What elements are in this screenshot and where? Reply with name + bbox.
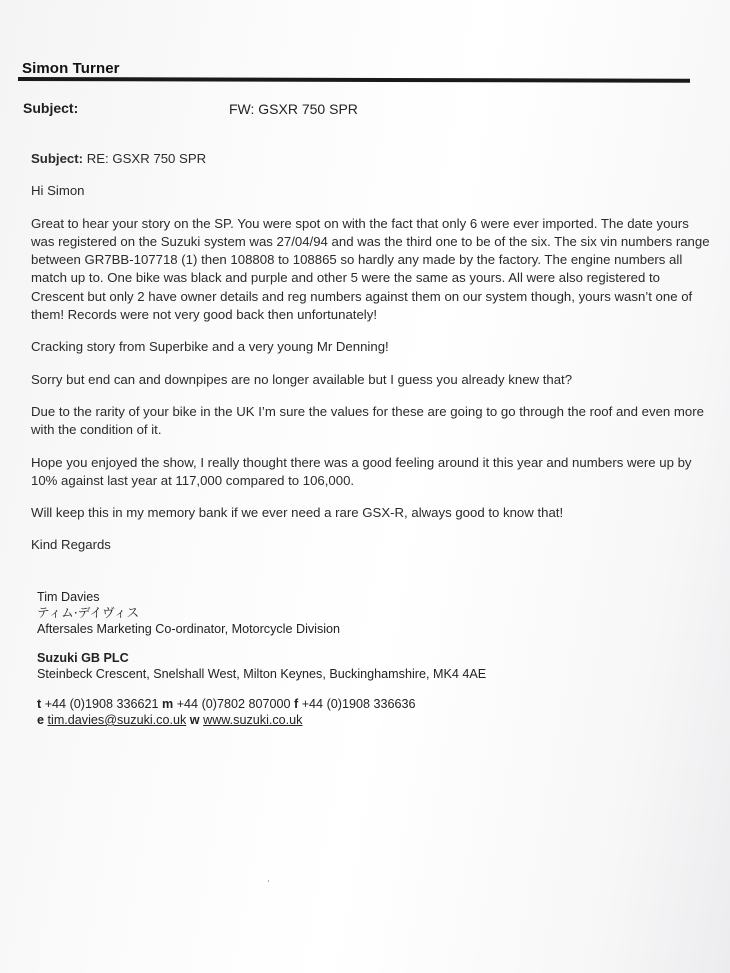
paragraph-show bbox=[31, 454, 701, 491]
reply-subject-label: Subject: bbox=[31, 151, 84, 166]
subject-label: Subject: bbox=[23, 100, 79, 116]
text-line: Hope you enjoyed the show, I really thought there was a good feeling around it this year and numbers were up by bbox=[31, 454, 692, 470]
paragraph-vin-history bbox=[31, 215, 710, 325]
greeting: Hi Simon bbox=[31, 183, 85, 199]
fax-number: +44 (0)1908 336636 bbox=[301, 697, 416, 711]
text-line: 10% against last year at 117,000 compared to 106,000. bbox=[31, 472, 355, 488]
paragraph-memory-bank: Will keep this in my memory bank if we ever need a rare GSX-R, always good to know that! bbox=[31, 505, 564, 521]
tel-number: +44 (0)1908 336621 bbox=[44, 697, 159, 711]
closing: Kind Regards bbox=[31, 537, 111, 553]
signature-name-japanese: ティム·デイヴィス bbox=[37, 605, 140, 620]
text-line: between GR7BB-107718 (1) then 108808 to 108865 so hardly any made by the factory. The engine numbers all bbox=[31, 252, 683, 268]
email-body bbox=[31, 150, 710, 569]
fax-prefix: f bbox=[294, 697, 299, 711]
signature-role: Aftersales Marketing Co-ordinator, Motorcycle Division bbox=[37, 622, 341, 636]
signature-address: Steinbeck Crescent, Snelshall West, Milton Keynes, Buckinghamshire, MK4 4AE bbox=[37, 667, 487, 681]
text-line: with the condition of it. bbox=[31, 422, 162, 438]
text-line: Due to the rarity of your bike in the UK I’m sure the values for these are going to go through the roof and even more bbox=[31, 403, 704, 419]
tel-prefix: t bbox=[37, 697, 42, 711]
paper-speck bbox=[268, 880, 269, 882]
signature-web-line bbox=[37, 712, 657, 728]
email-prefix: e bbox=[37, 713, 45, 727]
web-prefix: w bbox=[189, 713, 200, 727]
text-line: Great to hear your story on the SP. You were spot on with the fact that only 6 were ever imported. The date yours bbox=[31, 215, 689, 231]
reply-subject-line bbox=[31, 150, 701, 168]
signature-phone-line bbox=[37, 696, 657, 712]
signature-company: Suzuki GB PLC bbox=[37, 651, 129, 665]
text-line: match up to. One bike was black and purple and other 5 were the same as yours. All were also registered to bbox=[31, 270, 660, 286]
paragraph-superbike: Cracking story from Superbike and a very young Mr Denning! bbox=[31, 339, 389, 355]
sender-name: Simon Turner bbox=[22, 60, 120, 77]
email-link[interactable]: tim.davies@suzuki.co.uk bbox=[47, 713, 187, 727]
email-signature bbox=[37, 589, 657, 728]
text-line: Crescent but only 2 have owner details and reg numbers against them on our system though, yours wasn’t one of bbox=[31, 288, 693, 304]
website-link[interactable]: www.suzuki.co.uk bbox=[203, 713, 303, 727]
text-line: them! Records were not very good back then unfortunately! bbox=[31, 307, 377, 323]
header-divider bbox=[18, 77, 690, 83]
text-line: was registered on the Suzuki system was 27/04/94 and was the third one to be of the six. The six vin numbers range bbox=[31, 233, 710, 249]
subject-value: FW: GSXR 750 SPR bbox=[229, 101, 358, 117]
reply-subject-value: RE: GSXR 750 SPR bbox=[86, 151, 207, 166]
signature-name: Tim Davies bbox=[37, 590, 100, 604]
mob-number: +44 (0)7802 807000 bbox=[176, 697, 291, 711]
mob-prefix: m bbox=[162, 697, 174, 711]
paragraph-parts: Sorry but end can and downpipes are no longer available but I guess you already knew that? bbox=[31, 371, 573, 387]
paragraph-rarity bbox=[31, 403, 704, 440]
